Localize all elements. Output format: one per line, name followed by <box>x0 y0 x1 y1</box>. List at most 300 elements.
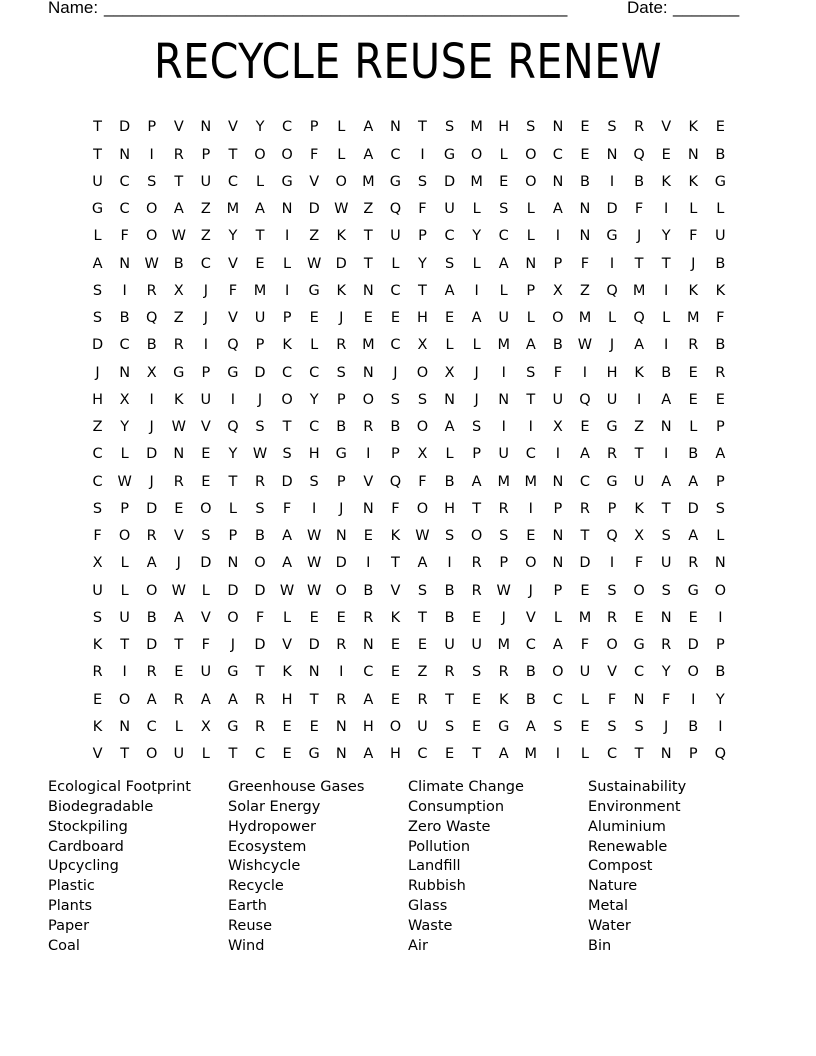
grid-letter[interactable]: E <box>661 146 671 163</box>
grid-letter[interactable]: Y <box>228 446 238 463</box>
grid-letter[interactable]: U <box>119 609 130 626</box>
grid-letter[interactable]: Z <box>417 664 428 681</box>
grid-letter[interactable]: A <box>552 637 563 654</box>
grid-letter[interactable]: E <box>336 609 346 626</box>
grid-letter[interactable]: P <box>120 500 129 517</box>
grid-letter[interactable]: R <box>498 500 509 517</box>
grid-letter[interactable]: P <box>336 473 346 490</box>
grid-letter[interactable]: L <box>716 201 725 218</box>
grid-letter[interactable]: D <box>606 201 618 218</box>
grid-letter[interactable]: D <box>227 582 239 599</box>
grid-letter[interactable]: I <box>664 201 669 218</box>
grid-letter[interactable]: I <box>691 691 696 708</box>
grid-letter[interactable]: K <box>688 282 699 299</box>
grid-letter[interactable]: E <box>282 718 292 735</box>
grid-letter[interactable]: A <box>363 691 374 708</box>
grid-letter[interactable]: R <box>336 637 347 654</box>
grid-letter[interactable]: I <box>528 500 533 517</box>
grid-letter[interactable]: L <box>201 582 210 599</box>
grid-letter[interactable]: P <box>472 446 481 463</box>
grid-letter[interactable]: S <box>607 582 617 599</box>
grid-letter[interactable]: F <box>634 201 644 218</box>
grid-letter[interactable]: V <box>227 255 238 272</box>
grid-letter[interactable]: J <box>176 555 181 572</box>
grid-letter[interactable]: K <box>688 173 699 190</box>
grid-letter[interactable]: S <box>444 718 455 735</box>
grid-letter[interactable]: A <box>444 419 455 436</box>
grid-letter[interactable]: B <box>715 146 726 163</box>
grid-letter[interactable]: B <box>688 718 699 735</box>
grid-letter[interactable]: N <box>552 473 564 490</box>
grid-letter[interactable]: P <box>418 228 427 245</box>
grid-letter[interactable]: D <box>308 637 320 654</box>
grid-letter[interactable]: P <box>607 500 617 517</box>
grid-letter[interactable]: V <box>661 119 672 136</box>
grid-letter[interactable]: G <box>308 746 320 763</box>
grid-letter[interactable]: M <box>470 173 483 190</box>
grid-letter[interactable]: M <box>497 473 510 490</box>
grid-letter[interactable]: V <box>200 419 211 436</box>
grid-letter[interactable]: K <box>336 282 346 299</box>
grid-letter[interactable]: T <box>309 691 319 708</box>
grid-letter[interactable]: T <box>526 391 536 408</box>
grid-letter[interactable]: A <box>525 718 536 735</box>
grid-letter[interactable]: R <box>336 691 347 708</box>
grid-letter[interactable]: E <box>201 446 211 463</box>
grid-letter[interactable]: L <box>472 337 481 354</box>
grid-letter[interactable]: E <box>444 746 455 763</box>
grid-letter[interactable]: N <box>687 146 699 163</box>
grid-letter[interactable]: S <box>607 718 617 735</box>
grid-letter[interactable]: L <box>120 446 129 463</box>
grid-letter[interactable]: J <box>230 637 236 654</box>
grid-letter[interactable]: E <box>363 310 373 327</box>
grid-letter[interactable]: A <box>444 282 455 299</box>
grid-letter[interactable]: V <box>92 746 103 763</box>
grid-letter[interactable]: Z <box>579 282 590 299</box>
grid-letter[interactable]: E <box>282 746 292 763</box>
grid-letter[interactable]: A <box>498 746 509 763</box>
grid-letter[interactable]: V <box>173 528 184 545</box>
grid-letter[interactable]: L <box>93 228 102 245</box>
grid-letter[interactable]: S <box>444 528 455 545</box>
grid-letter[interactable]: I <box>555 446 560 463</box>
grid-letter[interactable]: F <box>93 528 102 545</box>
grid-letter[interactable]: L <box>580 691 589 708</box>
grid-letter[interactable]: R <box>715 364 726 381</box>
grid-letter[interactable]: D <box>146 500 158 517</box>
grid-letter[interactable]: G <box>227 364 239 381</box>
grid-letter[interactable]: O <box>633 582 645 599</box>
grid-letter[interactable]: U <box>92 582 103 599</box>
grid-letter[interactable]: O <box>525 146 537 163</box>
grid-letter[interactable]: T <box>445 691 454 708</box>
grid-letter[interactable]: R <box>173 337 184 354</box>
grid-letter[interactable]: E <box>688 364 698 381</box>
grid-letter[interactable]: E <box>715 391 725 408</box>
grid-letter[interactable]: S <box>661 528 671 545</box>
grid-letter[interactable]: N <box>498 391 510 408</box>
grid-letter[interactable]: R <box>173 473 184 490</box>
grid-letter[interactable]: G <box>498 718 510 735</box>
grid-letter[interactable]: W <box>252 446 268 463</box>
grid-letter[interactable]: W <box>144 255 159 272</box>
grid-letter[interactable]: P <box>715 637 725 654</box>
grid-letter[interactable]: L <box>174 718 183 735</box>
grid-letter[interactable]: S <box>499 528 509 545</box>
grid-letter[interactable]: B <box>255 528 265 545</box>
grid-letter[interactable]: Q <box>633 146 645 163</box>
grid-letter[interactable]: S <box>553 718 563 735</box>
grid-letter[interactable]: L <box>499 282 508 299</box>
grid-letter[interactable]: E <box>309 609 319 626</box>
grid-letter[interactable]: L <box>553 609 562 626</box>
grid-letter[interactable]: D <box>687 637 699 654</box>
grid-letter[interactable]: T <box>418 609 427 626</box>
grid-letter[interactable]: I <box>284 228 290 245</box>
grid-letter[interactable]: T <box>472 500 482 517</box>
grid-letter[interactable]: X <box>119 391 130 408</box>
grid-letter[interactable]: O <box>687 664 699 681</box>
grid-letter[interactable]: N <box>281 201 293 218</box>
name-blank-line[interactable]: _________________________________________________ <box>104 0 568 17</box>
grid-letter[interactable]: S <box>444 119 455 136</box>
grid-letter[interactable]: R <box>606 446 618 463</box>
grid-letter[interactable]: F <box>634 555 644 572</box>
grid-letter[interactable]: H <box>92 391 103 408</box>
grid-letter[interactable]: S <box>201 528 211 545</box>
grid-letter[interactable]: N <box>362 282 374 299</box>
grid-letter[interactable]: W <box>415 528 430 545</box>
grid-letter[interactable]: E <box>390 310 400 327</box>
grid-letter[interactable]: U <box>444 201 455 218</box>
grid-letter[interactable]: A <box>173 201 184 218</box>
grid-letter[interactable]: J <box>339 310 344 327</box>
grid-letter[interactable]: I <box>203 337 208 354</box>
grid-letter[interactable]: E <box>634 609 644 626</box>
grid-letter[interactable]: A <box>282 528 293 545</box>
grid-letter[interactable]: U <box>254 310 266 327</box>
grid-letter[interactable]: R <box>173 691 184 708</box>
grid-letter[interactable]: L <box>689 201 698 218</box>
grid-letter[interactable]: B <box>363 582 374 599</box>
grid-letter[interactable]: T <box>174 637 184 654</box>
grid-letter[interactable]: I <box>230 391 236 408</box>
grid-letter[interactable]: N <box>552 119 564 136</box>
grid-letter[interactable]: E <box>526 528 536 545</box>
grid-letter[interactable]: B <box>336 419 347 436</box>
grid-letter[interactable]: A <box>552 201 563 218</box>
grid-letter[interactable]: A <box>146 691 157 708</box>
grid-letter[interactable]: Q <box>606 528 618 545</box>
grid-letter[interactable]: C <box>282 364 293 381</box>
grid-letter[interactable]: S <box>147 173 157 190</box>
grid-letter[interactable]: U <box>200 391 212 408</box>
grid-letter[interactable]: T <box>120 637 130 654</box>
grid-letter[interactable]: W <box>334 201 349 218</box>
grid-letter[interactable]: M <box>524 473 538 490</box>
grid-letter[interactable]: C <box>200 255 211 272</box>
grid-letter[interactable]: Z <box>363 201 374 218</box>
grid-letter[interactable]: T <box>418 119 427 136</box>
grid-letter[interactable]: K <box>688 119 699 136</box>
grid-letter[interactable]: O <box>416 500 429 517</box>
grid-letter[interactable]: Z <box>200 228 211 245</box>
grid-letter[interactable]: W <box>171 582 186 599</box>
grid-letter[interactable]: A <box>661 473 672 490</box>
grid-letter[interactable]: L <box>255 173 265 190</box>
grid-letter[interactable]: D <box>254 364 266 381</box>
grid-letter[interactable]: C <box>92 446 103 463</box>
grid-letter[interactable]: G <box>173 364 185 381</box>
grid-letter[interactable]: Y <box>715 691 725 708</box>
grid-letter[interactable]: I <box>609 555 615 572</box>
grid-letter[interactable]: D <box>443 173 456 190</box>
grid-letter[interactable]: C <box>417 746 428 763</box>
grid-letter[interactable]: D <box>281 473 293 490</box>
grid-letter[interactable]: E <box>417 637 428 654</box>
grid-letter[interactable]: S <box>472 664 482 681</box>
grid-letter[interactable]: S <box>92 310 103 327</box>
grid-letter[interactable]: J <box>203 310 208 327</box>
grid-letter[interactable]: G <box>606 228 618 245</box>
grid-letter[interactable]: R <box>146 528 157 545</box>
grid-letter[interactable]: O <box>525 555 537 572</box>
grid-letter[interactable]: C <box>254 746 266 763</box>
grid-letter[interactable]: P <box>553 582 563 599</box>
grid-letter[interactable]: L <box>310 337 319 354</box>
grid-letter[interactable]: I <box>664 446 669 463</box>
grid-letter[interactable]: N <box>200 119 212 136</box>
grid-letter[interactable]: H <box>281 691 293 708</box>
grid-letter[interactable]: R <box>688 337 699 354</box>
grid-letter[interactable]: D <box>254 582 266 599</box>
grid-letter[interactable]: C <box>390 337 401 354</box>
grid-letter[interactable]: N <box>444 391 455 408</box>
grid-letter[interactable]: I <box>122 664 127 681</box>
grid-letter[interactable]: P <box>553 500 563 517</box>
grid-letter[interactable]: R <box>579 500 590 517</box>
grid-letter[interactable]: P <box>228 528 238 545</box>
grid-letter[interactable]: T <box>634 746 644 763</box>
grid-letter[interactable]: N <box>362 364 374 381</box>
grid-letter[interactable]: L <box>445 337 454 354</box>
grid-letter[interactable]: H <box>606 364 618 381</box>
grid-letter[interactable]: L <box>526 201 535 218</box>
grid-letter[interactable]: M <box>362 337 375 354</box>
grid-letter[interactable]: U <box>552 391 564 408</box>
grid-letter[interactable]: N <box>308 664 320 681</box>
grid-letter[interactable]: B <box>444 473 455 490</box>
grid-letter[interactable]: L <box>337 119 346 136</box>
grid-letter[interactable]: R <box>146 664 157 681</box>
grid-letter[interactable]: B <box>390 419 401 436</box>
grid-letter[interactable]: J <box>339 500 344 517</box>
grid-letter[interactable]: N <box>579 201 591 218</box>
grid-letter[interactable]: U <box>200 173 212 190</box>
grid-letter[interactable]: R <box>254 473 266 490</box>
grid-letter[interactable]: F <box>580 255 590 272</box>
grid-letter[interactable]: D <box>119 119 131 136</box>
grid-letter[interactable]: A <box>146 555 157 572</box>
grid-letter[interactable]: N <box>525 255 537 272</box>
grid-letter[interactable]: D <box>146 446 158 463</box>
grid-letter[interactable]: N <box>335 746 347 763</box>
grid-letter[interactable]: Q <box>606 282 618 299</box>
grid-letter[interactable]: W <box>279 582 295 599</box>
grid-letter[interactable]: O <box>416 364 429 381</box>
grid-letter[interactable]: M <box>632 282 646 299</box>
grid-letter[interactable]: W <box>171 419 186 436</box>
grid-letter[interactable]: I <box>501 364 506 381</box>
grid-letter[interactable]: V <box>309 173 320 190</box>
grid-letter[interactable]: I <box>501 419 506 436</box>
grid-letter[interactable]: N <box>227 555 239 572</box>
grid-letter[interactable]: E <box>390 664 400 681</box>
grid-letter[interactable]: U <box>498 446 510 463</box>
grid-letter[interactable]: O <box>416 419 429 436</box>
grid-letter[interactable]: C <box>390 146 401 163</box>
grid-letter[interactable]: D <box>579 555 591 572</box>
grid-letter[interactable]: I <box>718 718 723 735</box>
grid-letter[interactable]: N <box>606 146 618 163</box>
grid-letter[interactable]: B <box>715 255 726 272</box>
grid-letter[interactable]: U <box>417 718 428 735</box>
grid-letter[interactable]: S <box>282 446 292 463</box>
grid-letter[interactable]: S <box>417 173 428 190</box>
grid-letter[interactable]: V <box>173 119 184 136</box>
grid-letter[interactable]: G <box>335 446 347 463</box>
grid-letter[interactable]: F <box>689 228 698 245</box>
grid-letter[interactable]: J <box>393 364 398 381</box>
grid-letter[interactable]: C <box>390 282 401 299</box>
grid-letter[interactable]: S <box>526 119 536 136</box>
grid-letter[interactable]: M <box>226 201 240 218</box>
grid-letter[interactable]: P <box>688 746 698 763</box>
grid-letter[interactable]: A <box>471 473 482 490</box>
grid-letter[interactable]: L <box>283 255 292 272</box>
grid-letter[interactable]: A <box>661 391 672 408</box>
grid-letter[interactable]: U <box>173 746 185 763</box>
grid-letter[interactable]: X <box>552 282 563 299</box>
grid-letter[interactable]: K <box>715 282 726 299</box>
grid-letter[interactable]: E <box>499 173 509 190</box>
grid-letter[interactable]: P <box>553 255 563 272</box>
grid-letter[interactable]: Q <box>633 310 645 327</box>
grid-letter[interactable]: N <box>335 528 347 545</box>
grid-letter[interactable]: R <box>254 718 266 735</box>
grid-letter[interactable]: B <box>119 310 130 327</box>
grid-letter[interactable]: O <box>145 582 158 599</box>
grid-letter[interactable]: M <box>497 637 510 654</box>
grid-letter[interactable]: B <box>715 664 726 681</box>
grid-letter[interactable]: S <box>715 500 725 517</box>
grid-letter[interactable]: M <box>524 746 538 763</box>
grid-letter[interactable]: T <box>255 228 265 245</box>
grid-letter[interactable]: Q <box>714 746 727 763</box>
grid-letter[interactable]: E <box>580 718 590 735</box>
grid-letter[interactable]: U <box>498 310 510 327</box>
grid-letter[interactable]: G <box>687 582 699 599</box>
grid-letter[interactable]: U <box>92 173 103 190</box>
grid-letter[interactable]: T <box>390 555 400 572</box>
grid-letter[interactable]: G <box>308 282 320 299</box>
grid-letter[interactable]: E <box>309 718 319 735</box>
grid-letter[interactable]: I <box>447 555 452 572</box>
grid-letter[interactable]: L <box>120 555 129 572</box>
grid-letter[interactable]: Z <box>309 228 320 245</box>
grid-letter[interactable]: P <box>255 337 265 354</box>
grid-letter[interactable]: I <box>420 146 425 163</box>
grid-letter[interactable]: M <box>470 119 483 136</box>
grid-letter[interactable]: B <box>444 582 455 599</box>
grid-letter[interactable]: S <box>499 201 509 218</box>
grid-letter[interactable]: N <box>552 555 564 572</box>
grid-letter[interactable]: I <box>122 282 127 299</box>
grid-letter[interactable]: A <box>634 337 645 354</box>
grid-letter[interactable]: P <box>201 146 211 163</box>
grid-letter[interactable]: D <box>200 555 212 572</box>
grid-letter[interactable]: A <box>200 691 211 708</box>
grid-letter[interactable]: E <box>472 718 482 735</box>
grid-letter[interactable]: B <box>173 255 184 272</box>
grid-letter[interactable]: B <box>525 691 536 708</box>
grid-letter[interactable]: I <box>664 337 669 354</box>
grid-letter[interactable]: L <box>472 201 481 218</box>
grid-letter[interactable]: T <box>418 282 427 299</box>
grid-letter[interactable]: A <box>579 446 590 463</box>
grid-letter[interactable]: N <box>119 364 131 381</box>
grid-letter[interactable]: J <box>203 282 208 299</box>
grid-letter[interactable]: X <box>173 282 184 299</box>
grid-letter[interactable]: E <box>580 419 590 436</box>
grid-letter[interactable]: I <box>664 282 669 299</box>
grid-letter[interactable]: E <box>580 146 590 163</box>
grid-letter[interactable]: R <box>173 146 184 163</box>
grid-letter[interactable]: T <box>282 419 292 436</box>
grid-letter[interactable]: S <box>92 282 103 299</box>
grid-letter[interactable]: Q <box>389 201 402 218</box>
grid-letter[interactable]: B <box>146 609 157 626</box>
grid-letter[interactable]: T <box>363 228 373 245</box>
grid-letter[interactable]: D <box>146 637 158 654</box>
grid-letter[interactable]: R <box>363 609 374 626</box>
grid-letter[interactable]: Y <box>418 255 427 272</box>
grid-letter[interactable]: N <box>119 146 131 163</box>
grid-letter[interactable]: R <box>363 419 374 436</box>
grid-letter[interactable]: A <box>363 746 374 763</box>
grid-letter[interactable]: O <box>470 146 483 163</box>
grid-letter[interactable]: J <box>609 337 615 354</box>
grid-letter[interactable]: A <box>282 555 293 572</box>
grid-letter[interactable]: B <box>579 173 590 190</box>
grid-letter[interactable]: S <box>526 364 536 381</box>
grid-letter[interactable]: N <box>362 500 374 517</box>
grid-letter[interactable]: L <box>580 746 589 763</box>
grid-letter[interactable]: T <box>661 500 671 517</box>
grid-letter[interactable]: G <box>281 173 293 190</box>
grid-letter[interactable]: I <box>528 419 533 436</box>
grid-letter[interactable]: X <box>417 446 428 463</box>
grid-letter[interactable]: I <box>366 446 371 463</box>
grid-letter[interactable]: E <box>688 391 698 408</box>
grid-letter[interactable]: W <box>306 255 322 272</box>
grid-letter[interactable]: Q <box>579 391 591 408</box>
grid-letter[interactable]: K <box>634 500 644 517</box>
grid-letter[interactable]: R <box>606 609 618 626</box>
grid-letter[interactable]: B <box>634 173 645 190</box>
grid-letter[interactable]: F <box>391 500 400 517</box>
